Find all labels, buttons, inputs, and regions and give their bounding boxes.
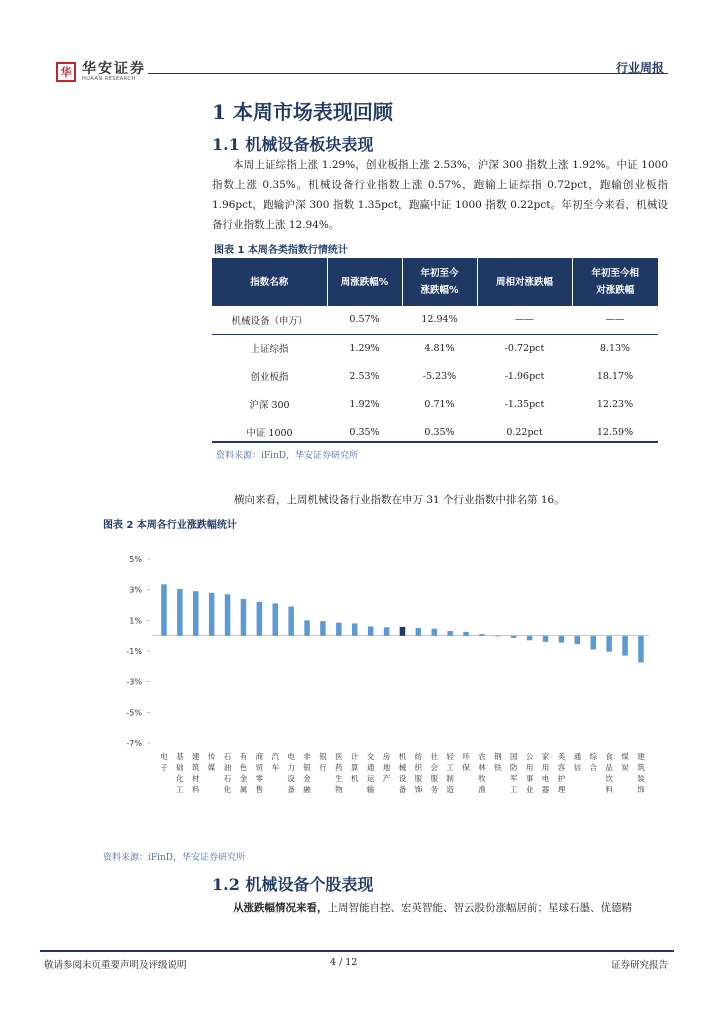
- logo-chinese-name: 华安证券: [82, 61, 146, 77]
- x-category-label: 银行: [319, 752, 327, 772]
- stock-performance-text: 上周智能自控、宏英智能、智云股份涨幅居前；星球石墨、优德精: [327, 902, 632, 914]
- x-category-label: 轻工制造: [446, 752, 454, 794]
- table-cell: 上证综指: [250, 344, 289, 356]
- x-category-label: 非银金融: [303, 752, 311, 794]
- industry-bar: [193, 591, 199, 635]
- table-cell: 12.23%: [596, 398, 634, 410]
- table-header-cell: 指数名称: [212, 258, 327, 306]
- figure-1-source: 资料来源：iFinD，华安证券研究所: [216, 451, 359, 461]
- industry-bar: [400, 627, 406, 636]
- x-category-label: 煤炭: [621, 752, 629, 772]
- footer-disclaimer: 敬请参阅末页重要声明及评级说明: [44, 960, 187, 971]
- industry-bar: [511, 636, 517, 638]
- figure-1-title: 图表 1 本周各类指数行情统计: [214, 245, 348, 256]
- footer-divider: [40, 950, 674, 952]
- industry-bar: [257, 602, 263, 636]
- figure-2-source: 资料来源：iFinD，华安证券研究所: [103, 853, 246, 863]
- industry-bar: [559, 636, 565, 643]
- table-cell: 0.57%: [327, 306, 402, 334]
- x-category-label: 交通运输: [366, 752, 375, 794]
- y-tick-label: -1%: [126, 647, 142, 656]
- x-category-label: 电子: [160, 752, 168, 772]
- table-cell: 创业板指: [250, 372, 289, 383]
- x-category-label: 环保: [462, 752, 470, 772]
- x-category-label: 食品饮料: [605, 752, 613, 794]
- industry-bar: [320, 621, 326, 636]
- y-tick-label: 1%: [129, 616, 142, 626]
- table-bottom-rule: [212, 441, 658, 443]
- industry-bar: [575, 636, 581, 644]
- table-cell: 12.94%: [402, 306, 477, 334]
- logo-english-name: HUAAN RESEARCH: [82, 76, 136, 82]
- table-cell: ——: [572, 306, 658, 334]
- x-category-label: 房地产: [382, 752, 391, 783]
- x-category-label: 建筑装饰: [637, 752, 645, 794]
- industry-bar: [209, 593, 215, 636]
- table-body: [212, 306, 658, 446]
- industry-bar: [352, 623, 358, 635]
- subsection-title-stocks: 1.2 机械设备个股表现: [212, 875, 374, 894]
- section-title: 1 本周市场表现回顾: [212, 100, 393, 124]
- industry-bar: [416, 628, 422, 636]
- x-category-label: 传媒: [207, 752, 216, 772]
- x-category-label: 汽车: [271, 752, 279, 772]
- table-cell: -1.96pct: [504, 370, 545, 382]
- table-cell: 1.29%: [349, 342, 380, 354]
- table-cell: 沪深 300: [249, 400, 290, 411]
- table-row: [212, 306, 658, 334]
- industry-bar: [304, 620, 310, 635]
- x-category-label: 有色金属: [239, 752, 248, 794]
- industry-bar: [495, 636, 501, 637]
- industry-bar: [177, 589, 183, 636]
- stock-performance-paragraph: [212, 898, 668, 918]
- industry-bar: [288, 607, 294, 636]
- y-tick-label: 5%: [129, 555, 142, 564]
- table-cell: 0.35%: [424, 426, 455, 438]
- x-category-label: 家用电器: [541, 752, 550, 794]
- table-cell: 8.13%: [599, 342, 631, 354]
- x-category-label: 商贸零售: [255, 752, 264, 794]
- table-row: [212, 390, 658, 418]
- industry-bar: [336, 623, 342, 636]
- table-cell: ——: [477, 306, 572, 334]
- x-category-label: 石油石化: [223, 752, 232, 794]
- table-cell: 18.17%: [596, 370, 634, 382]
- table-cell: -5.23%: [422, 370, 457, 382]
- table-cell: 机械设备（申万）: [212, 306, 327, 334]
- market-summary-paragraph: 本周上证综指上涨 1.29%，创业板指上涨 2.53%，沪深 300 指数上涨 1.92%。中证 1000 指数上涨 0.35%。机械设备行业指数上涨 0.57%，跑输上证综指 0.72pct，跑输创业板指 1.96pct，跑输沪深 300 指数 1.35pct，跑赢中证 1000 指数 0.22pct。年初至今来看，机械设备行业指数上涨 12.94%。: [212, 159, 668, 231]
- x-category-label: 机械设备: [398, 752, 407, 794]
- x-category-label: 纺织服饰: [414, 752, 423, 794]
- industry-bar: [463, 632, 469, 636]
- industry-bar: [368, 626, 374, 635]
- table-cell: 12.59%: [596, 426, 634, 438]
- industry-bar: [543, 636, 549, 642]
- table-cell: 0.22pct: [506, 426, 543, 438]
- table-cell: 1.92%: [349, 398, 380, 410]
- x-category-label: 公用事业: [525, 752, 534, 794]
- x-category-label: 国防军工: [510, 752, 518, 794]
- header-divider: [148, 73, 668, 74]
- industry-change-bar-chart: [100, 548, 660, 803]
- industry-bar: [447, 631, 453, 636]
- table-cell: 0.35%: [349, 426, 380, 438]
- y-tick-label: -3%: [126, 677, 142, 687]
- industry-bar: [479, 634, 485, 636]
- industry-bar: [241, 599, 247, 636]
- x-category-label: 医药生物: [335, 752, 343, 794]
- y-tick-label: -7%: [126, 739, 142, 748]
- industry-bar: [432, 629, 438, 636]
- industry-bar: [638, 636, 644, 663]
- table-header-cell: 年初至今相 对涨跌幅: [572, 258, 658, 306]
- industry-bar: [606, 636, 612, 652]
- industry-bar: [273, 603, 279, 635]
- table-cell: -1.35pct: [504, 398, 545, 410]
- report-type-label: 行业周报: [615, 61, 664, 75]
- table-header-row: [212, 258, 658, 306]
- x-category-label: 综合: [589, 752, 597, 772]
- x-category-label: 建筑材料: [192, 752, 200, 794]
- x-category-label: 基础化工: [176, 752, 184, 794]
- industry-bar: [591, 636, 597, 650]
- x-category-label: 计算机: [351, 752, 359, 783]
- industry-ranking-paragraph: 横向来看，上周机械设备行业指数在申万 31 个行业指数中排名第 16。: [234, 494, 565, 506]
- footer-report-label: 证券研究报告: [610, 960, 668, 971]
- industry-bar: [225, 594, 231, 635]
- table-row: [212, 334, 658, 362]
- figure-2-title: 图表 2 本周各行业涨跌幅统计: [103, 520, 237, 531]
- subsection-title-sector: 1.1 机械设备板块表现: [212, 135, 374, 154]
- table-header-cell: 周相对涨跌幅: [477, 258, 572, 306]
- industry-bar: [622, 636, 628, 656]
- industry-bar: [527, 636, 533, 641]
- stock-performance-lead: 从涨跌幅情况来看，: [233, 902, 328, 914]
- x-category-label: 通信: [573, 752, 582, 772]
- logo-seal-icon: 华: [56, 62, 76, 82]
- y-tick-label: 3%: [129, 585, 142, 595]
- industry-bar: [384, 627, 390, 635]
- table-cell: -0.72pct: [504, 342, 545, 354]
- table-cell: 中证 1000: [246, 428, 293, 439]
- table-header-cell: 周涨跌幅%: [327, 258, 402, 306]
- page-number: 4 / 12: [330, 957, 358, 968]
- x-category-label: 电力设备: [287, 752, 295, 794]
- x-category-label: 美容护理: [557, 752, 566, 794]
- table-cell: 2.53%: [349, 370, 380, 382]
- index-performance-table: [212, 258, 658, 446]
- y-tick-label: -5%: [126, 708, 142, 718]
- table-header-cell: 年初至今 涨跌幅%: [402, 258, 477, 306]
- table-cell: 0.71%: [424, 398, 455, 410]
- x-category-label: 社会服务: [430, 752, 438, 794]
- company-logo: [56, 62, 146, 82]
- table-cell: 4.81%: [424, 342, 455, 354]
- x-category-label: 农林牧渔: [478, 752, 486, 794]
- industry-bar: [161, 584, 167, 635]
- table-row: [212, 362, 658, 390]
- x-category-label: 钢铁: [494, 752, 502, 772]
